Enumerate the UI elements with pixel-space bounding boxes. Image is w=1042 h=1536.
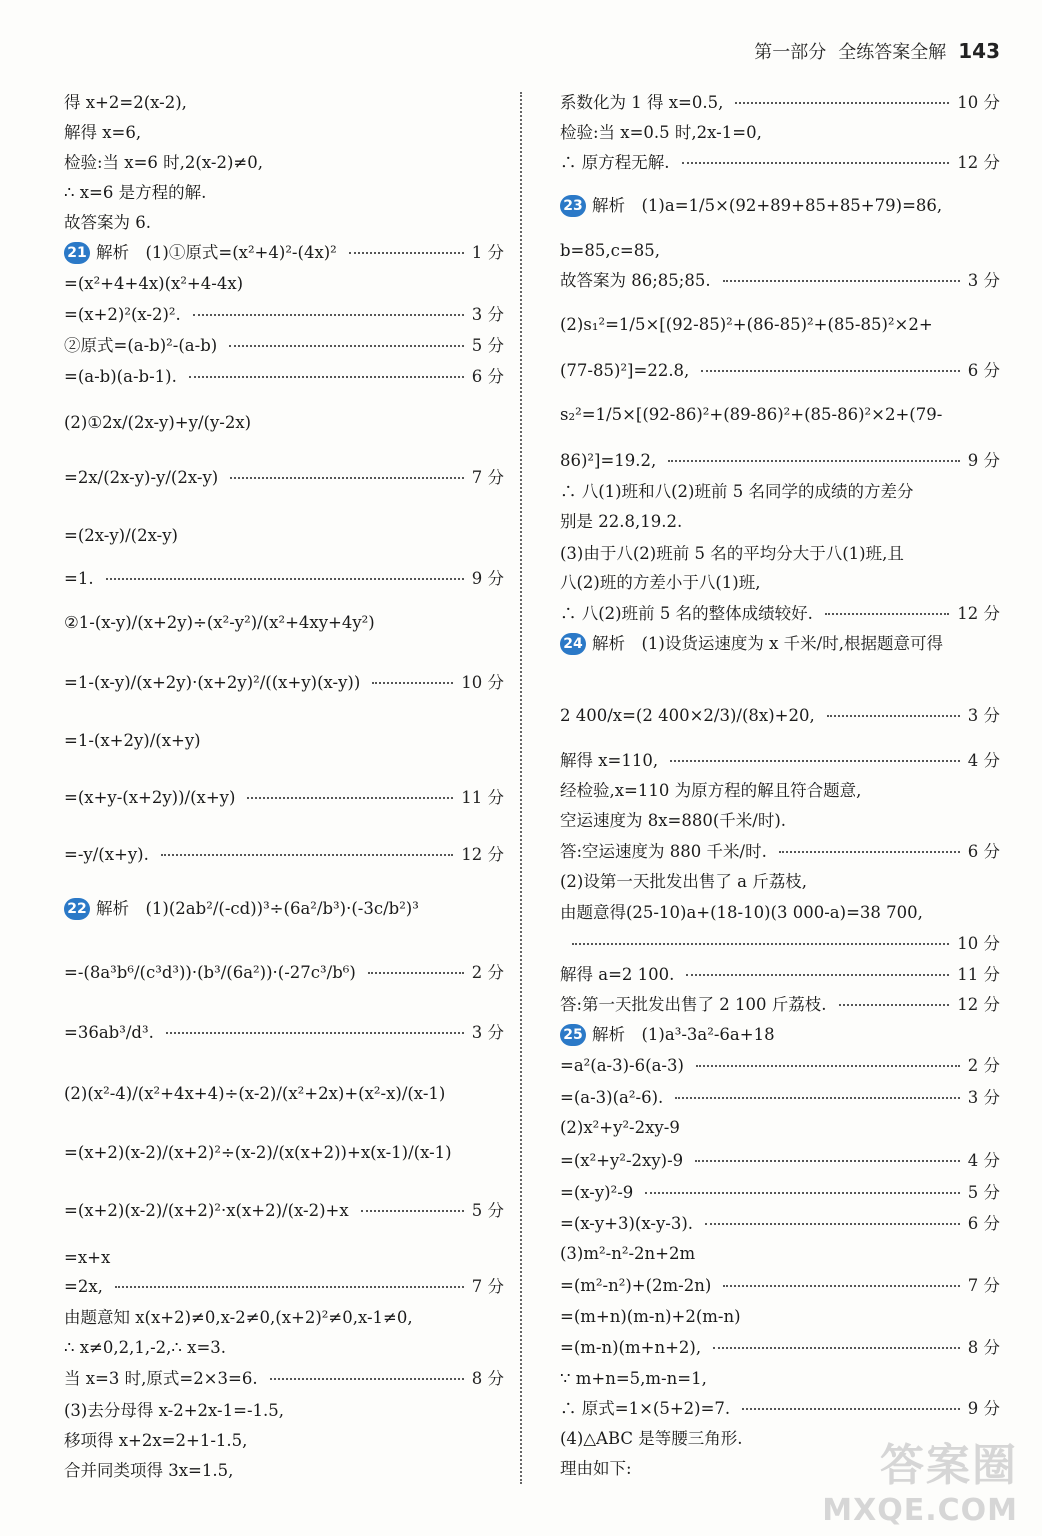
answer-line (64, 1276, 504, 1298)
answer-line (64, 182, 504, 204)
answer-text: ∴ 八(1)班和八(2)班前 5 名同学的成绩的方差分 (560, 482, 914, 501)
dot-leader (106, 578, 464, 580)
score-label: 5 分 (471, 336, 504, 355)
dot-leader (779, 851, 960, 853)
answer-text: 故答案为 6. (64, 213, 151, 232)
answer-line (64, 273, 504, 295)
answer-text: =(x-y+3)(x-y-3). (560, 1214, 694, 1233)
answer-line (64, 212, 504, 234)
answer-line (560, 1182, 1000, 1204)
answer-text: =(a-3)(a²-6). (560, 1088, 664, 1107)
answer-line (560, 270, 1000, 292)
answer-text: =(a-b)(a-b-1). (64, 367, 177, 386)
dot-leader (270, 1378, 464, 1380)
answer-text: =2x, (64, 1277, 103, 1296)
header-title: 全练答案全解 (838, 42, 947, 63)
answer-text: 解析 (1)设货运速度为 x 千米/时,根据题意可得 (592, 634, 943, 653)
answer-line (560, 450, 1000, 472)
score-label: 7 分 (967, 1276, 1000, 1295)
score-label: 6 分 (471, 367, 504, 386)
score-label: 8 分 (967, 1338, 1000, 1357)
answer-line (64, 568, 504, 590)
answer-line (560, 780, 1000, 802)
answer-text: ∴ 原式=1×(5+2)=7. (560, 1399, 731, 1418)
dot-leader (247, 797, 453, 799)
dot-leader (701, 370, 959, 372)
answer-text: 解得 a=2 100. (560, 965, 675, 984)
answer-text: 移项得 x+2x=2+1-1.5, (64, 1431, 248, 1450)
answer-text: s₂²=1/5×[(92-86)²+(89-86)²+(85-86)²×2+(79- (560, 405, 943, 424)
question-number-badge: 24 (560, 633, 586, 655)
dot-leader (368, 972, 464, 974)
dot-leader (686, 974, 949, 976)
dot-leader (229, 345, 464, 347)
answer-line (64, 152, 504, 174)
answer-line (64, 672, 504, 694)
answer-text: 解析 (1)a³-3a²-6a+18 (592, 1025, 775, 1044)
answer-text: ∵ m+n=5,m-n=1, (560, 1369, 707, 1388)
score-label: 8 分 (471, 1369, 504, 1388)
watermark-text-main: 答案圈 (880, 1440, 1018, 1491)
dot-leader (645, 1192, 959, 1194)
answer-line (560, 314, 1000, 336)
dot-leader (572, 943, 949, 945)
answer-text: (2)设第一天批发出售了 a 斤荔枝, (560, 872, 807, 891)
score-label: 11 分 (957, 965, 1000, 984)
dot-leader (696, 1065, 960, 1067)
dot-leader (682, 162, 950, 164)
answer-text: 解得 x=6, (64, 123, 142, 142)
dot-leader (825, 613, 949, 615)
answer-text: =(m²-n²)+(2m-2n) (560, 1276, 712, 1295)
dot-leader (723, 1285, 959, 1287)
answer-text: (3)由于八(2)班前 5 名的平均分大于八(1)班,且 (560, 544, 904, 563)
score-label: 12 分 (461, 845, 504, 864)
answer-line (560, 404, 1000, 426)
dot-leader (839, 1004, 950, 1006)
answer-line (560, 1087, 1000, 1109)
score-label: 1 分 (471, 243, 504, 262)
dot-leader (115, 1286, 464, 1288)
answer-line (64, 1368, 504, 1390)
answer-text: 合并同类项得 3x=1.5, (64, 1461, 234, 1480)
answer-line (560, 1337, 1000, 1359)
dot-leader (361, 1210, 464, 1212)
score-label: 6 分 (967, 1214, 1000, 1233)
answer-line (560, 705, 1000, 727)
answer-text: 解析 (1)a=1/5×(92+89+85+85+79)=86, (592, 196, 943, 215)
answer-text: =(x+2)²(x-2)². (64, 305, 181, 324)
answer-text: =(m+n)(m-n)+2(m-n) (560, 1307, 741, 1326)
answer-text: =(x-y)²-9 (560, 1183, 634, 1202)
dot-leader (705, 1223, 960, 1225)
dot-leader (713, 1347, 960, 1349)
answer-line (64, 898, 504, 920)
answer-text: =2x/(2x-y)-y/(2x-y) (64, 468, 219, 487)
answer-text: =(x+2)(x-2)/(x+2)²÷(x-2)/(x(x+2))+x(x-1)/(x-1) (64, 1143, 452, 1162)
answer-text: 经检验,x=110 为原方程的解且符合题意, (560, 781, 862, 800)
answer-line (64, 1400, 504, 1422)
answer-line (560, 481, 1000, 503)
answer-text: 别是 22.8,19.2. (560, 512, 683, 531)
answer-line (64, 1460, 504, 1482)
answer-line (64, 730, 504, 752)
score-label: 2 分 (471, 963, 504, 982)
dot-leader (668, 460, 959, 462)
dot-leader (675, 1097, 959, 1099)
answer-line (560, 240, 1000, 262)
score-label: 4 分 (967, 751, 1000, 770)
answer-line (560, 1117, 1000, 1139)
answer-text: 故答案为 86;85;85. (560, 271, 711, 290)
answer-line (560, 1368, 1000, 1390)
answer-text: b=85,c=85, (560, 241, 660, 260)
score-label: 5 分 (471, 1201, 504, 1220)
answer-text: 当 x=3 时,原式=2×3=6. (64, 1369, 258, 1388)
answer-text: (77-85)²]=22.8, (560, 361, 690, 380)
answer-text: =(2x-y)/(2x-y) (64, 526, 178, 545)
score-label: 10 分 (957, 93, 1000, 112)
section-label: 第一部分 (754, 42, 827, 63)
page-number: 143 (958, 39, 1000, 63)
dot-leader (735, 102, 949, 104)
score-label: 3 分 (967, 706, 1000, 725)
answer-line (560, 92, 1000, 114)
question-number-badge: 22 (64, 898, 90, 920)
answer-text: (4)△ABC 是等腰三角形. (560, 1429, 743, 1448)
answer-line (560, 1243, 1000, 1265)
answer-line (560, 360, 1000, 382)
answer-line (64, 525, 504, 547)
answer-line (64, 1022, 504, 1044)
score-label: 3 分 (967, 1088, 1000, 1107)
answer-text: 2 400/x=(2 400×2/3)/(8x)+20, (560, 706, 815, 725)
answer-line (64, 1337, 504, 1359)
answer-text: =(m-n)(m+n+2), (560, 1338, 702, 1357)
answer-text: =-(8a³b⁶/(c³d³))·(b³/(6a²))·(-27c³/b⁶) (64, 963, 356, 982)
dot-leader (695, 1160, 960, 1162)
dot-leader (742, 1408, 960, 1410)
score-label: 7 分 (471, 468, 504, 487)
answer-line (560, 964, 1000, 986)
answer-text: ②1-(x-y)/(x+2y)÷(x²-y²)/(x²+4xy+4y²) (64, 613, 375, 632)
answer-line (64, 1430, 504, 1452)
answer-text: (3)去分母得 x-2+2x-1=-1.5, (64, 1401, 285, 1420)
answer-text: =-y/(x+y). (64, 845, 149, 864)
answer-text: ∴ 原方程无解. (560, 153, 670, 172)
answer-text: =(x+y-(x+2y))/(x+y) (64, 788, 236, 807)
column-divider (520, 92, 522, 1484)
question-number-badge: 25 (560, 1024, 586, 1046)
score-label: 11 分 (461, 788, 504, 807)
answer-line (560, 633, 1000, 655)
answer-text: =(x²+4+4x)(x²+4-4x) (64, 274, 244, 293)
score-label: 12 分 (957, 995, 1000, 1014)
score-label: 7 分 (471, 1277, 504, 1296)
answer-line (64, 366, 504, 388)
score-label: 6 分 (967, 361, 1000, 380)
score-label: 3 分 (967, 271, 1000, 290)
answer-text: 得 x+2=2(x-2), (64, 93, 187, 112)
answer-line (560, 1150, 1000, 1172)
answer-line (560, 543, 1000, 565)
answer-line (560, 152, 1000, 174)
answer-text: 解析 (1)(2ab²/(-cd))³÷(6a²/b³)·(-3c/b²)³ (96, 899, 419, 918)
score-label: 4 分 (967, 1151, 1000, 1170)
answer-line (64, 335, 504, 357)
answer-line (64, 1307, 504, 1329)
question-number-badge: 23 (560, 195, 586, 217)
answer-line (560, 994, 1000, 1016)
left-column (64, 0, 504, 1536)
answer-text: 答:第一天批发出售了 2 100 斤荔枝. (560, 995, 827, 1014)
watermark-text-domain: MXQE.COM (822, 1493, 1018, 1528)
answer-text: =36ab³/d³. (64, 1023, 154, 1042)
dot-leader (723, 280, 960, 282)
answer-text: (2)①2x/(2x-y)+y/(y-2x) (64, 413, 252, 432)
answer-text: =(x+2)(x-2)/(x+2)²·x(x+2)/(x-2)+x (64, 1201, 349, 1220)
answer-line (560, 1275, 1000, 1297)
answer-text: 八(2)班的方差小于八(1)班, (560, 573, 761, 592)
score-label: 9 分 (967, 451, 1000, 470)
score-label: 2 分 (967, 1056, 1000, 1075)
dot-leader (230, 477, 464, 479)
answer-text: 答:空运速度为 880 千米/时. (560, 842, 767, 861)
score-label: 6 分 (967, 842, 1000, 861)
answer-line (560, 841, 1000, 863)
answer-line (64, 1200, 504, 1222)
answer-text: (3)m²-n²-2n+2m (560, 1244, 696, 1263)
right-column (560, 0, 1000, 1536)
answer-line (64, 304, 504, 326)
score-label: 9 分 (967, 1399, 1000, 1418)
answer-line (64, 242, 504, 264)
answer-text: 86)²]=19.2, (560, 451, 657, 470)
answer-line (64, 787, 504, 809)
answer-text: 由题意得(25-10)a+(18-10)(3 000-a)=38 700, (560, 903, 923, 922)
dot-leader (670, 760, 960, 762)
answer-text: (2)s₁²=1/5×[(92-85)²+(86-85)²+(85-85)²×2+ (560, 315, 933, 334)
dot-leader (349, 252, 464, 254)
answer-line (560, 810, 1000, 832)
answer-line (560, 933, 1000, 955)
answer-line (560, 122, 1000, 144)
answer-line (560, 1213, 1000, 1235)
answer-text: =1-(x-y)/(x+2y)·(x+2y)²/((x+y)(x-y)) (64, 673, 361, 692)
score-label: 9 分 (471, 569, 504, 588)
answer-line (560, 1306, 1000, 1328)
answer-line (560, 1398, 1000, 1420)
answer-line (64, 412, 504, 434)
answer-line (560, 603, 1000, 625)
answer-line (64, 92, 504, 114)
answer-line (560, 871, 1000, 893)
answer-text: =a²(a-3)-6(a-3) (560, 1056, 684, 1075)
answer-line (560, 511, 1000, 533)
score-label: 12 分 (957, 153, 1000, 172)
answer-line (64, 844, 504, 866)
answer-line (560, 902, 1000, 924)
answer-line (64, 1247, 504, 1269)
answer-text: ∴ x=6 是方程的解. (64, 183, 207, 202)
answer-line (64, 467, 504, 489)
score-label: 3 分 (471, 305, 504, 324)
score-label: 10 分 (461, 673, 504, 692)
answer-text: =1. (64, 569, 94, 588)
answer-text: 解析 (1)①原式=(x²+4)²-(4x)² (96, 243, 337, 262)
answer-text: ∴ x≠0,2,1,-2,∴ x=3. (64, 1338, 227, 1357)
answer-line (64, 1142, 504, 1164)
dot-leader (161, 854, 453, 856)
answer-text: ②原式=(a-b)²-(a-b) (64, 336, 218, 355)
answer-text: (2)(x²-4)/(x²+4x+4)÷(x-2)/(x²+2x)+(x²-x)/(x-1) (64, 1084, 446, 1103)
answer-line (64, 1083, 504, 1105)
answer-text: 空运速度为 8x=880(千米/时). (560, 811, 787, 830)
answer-line (560, 750, 1000, 772)
answer-text: 系数化为 1 得 x=0.5, (560, 93, 724, 112)
answer-text: 检验:当 x=0.5 时,2x-1=0, (560, 123, 762, 142)
dot-leader (827, 715, 960, 717)
answer-line (64, 122, 504, 144)
answer-text: (2)x²+y²-2xy-9 (560, 1118, 680, 1137)
watermark-logo (822, 1429, 1018, 1528)
answer-line (560, 195, 1000, 217)
answer-text: 检验:当 x=6 时,2(x-2)≠0, (64, 153, 263, 172)
answer-text: ∴ 八(2)班前 5 名的整体成绩较好. (560, 604, 813, 623)
dot-leader (189, 376, 464, 378)
dot-leader (372, 682, 453, 684)
answer-text: 由题意知 x(x+2)≠0,x-2≠0,(x+2)²≠0,x-1≠0, (64, 1308, 413, 1327)
answer-line (64, 962, 504, 984)
answer-text: 理由如下: (560, 1459, 632, 1478)
answer-line (560, 1055, 1000, 1077)
dot-leader (193, 314, 464, 316)
answer-text: 解得 x=110, (560, 751, 659, 770)
score-label: 5 分 (967, 1183, 1000, 1202)
answer-line (560, 572, 1000, 594)
answer-text: =(x²+y²-2xy)-9 (560, 1151, 684, 1170)
score-label: 10 分 (957, 934, 1000, 953)
answer-text: =x+x (64, 1248, 111, 1267)
answer-line (64, 612, 504, 634)
score-label: 3 分 (471, 1023, 504, 1042)
question-number-badge: 21 (64, 242, 90, 264)
dot-leader (166, 1032, 464, 1034)
score-label: 12 分 (957, 604, 1000, 623)
answer-line (560, 1024, 1000, 1046)
answer-text: =1-(x+2y)/(x+y) (64, 731, 201, 750)
